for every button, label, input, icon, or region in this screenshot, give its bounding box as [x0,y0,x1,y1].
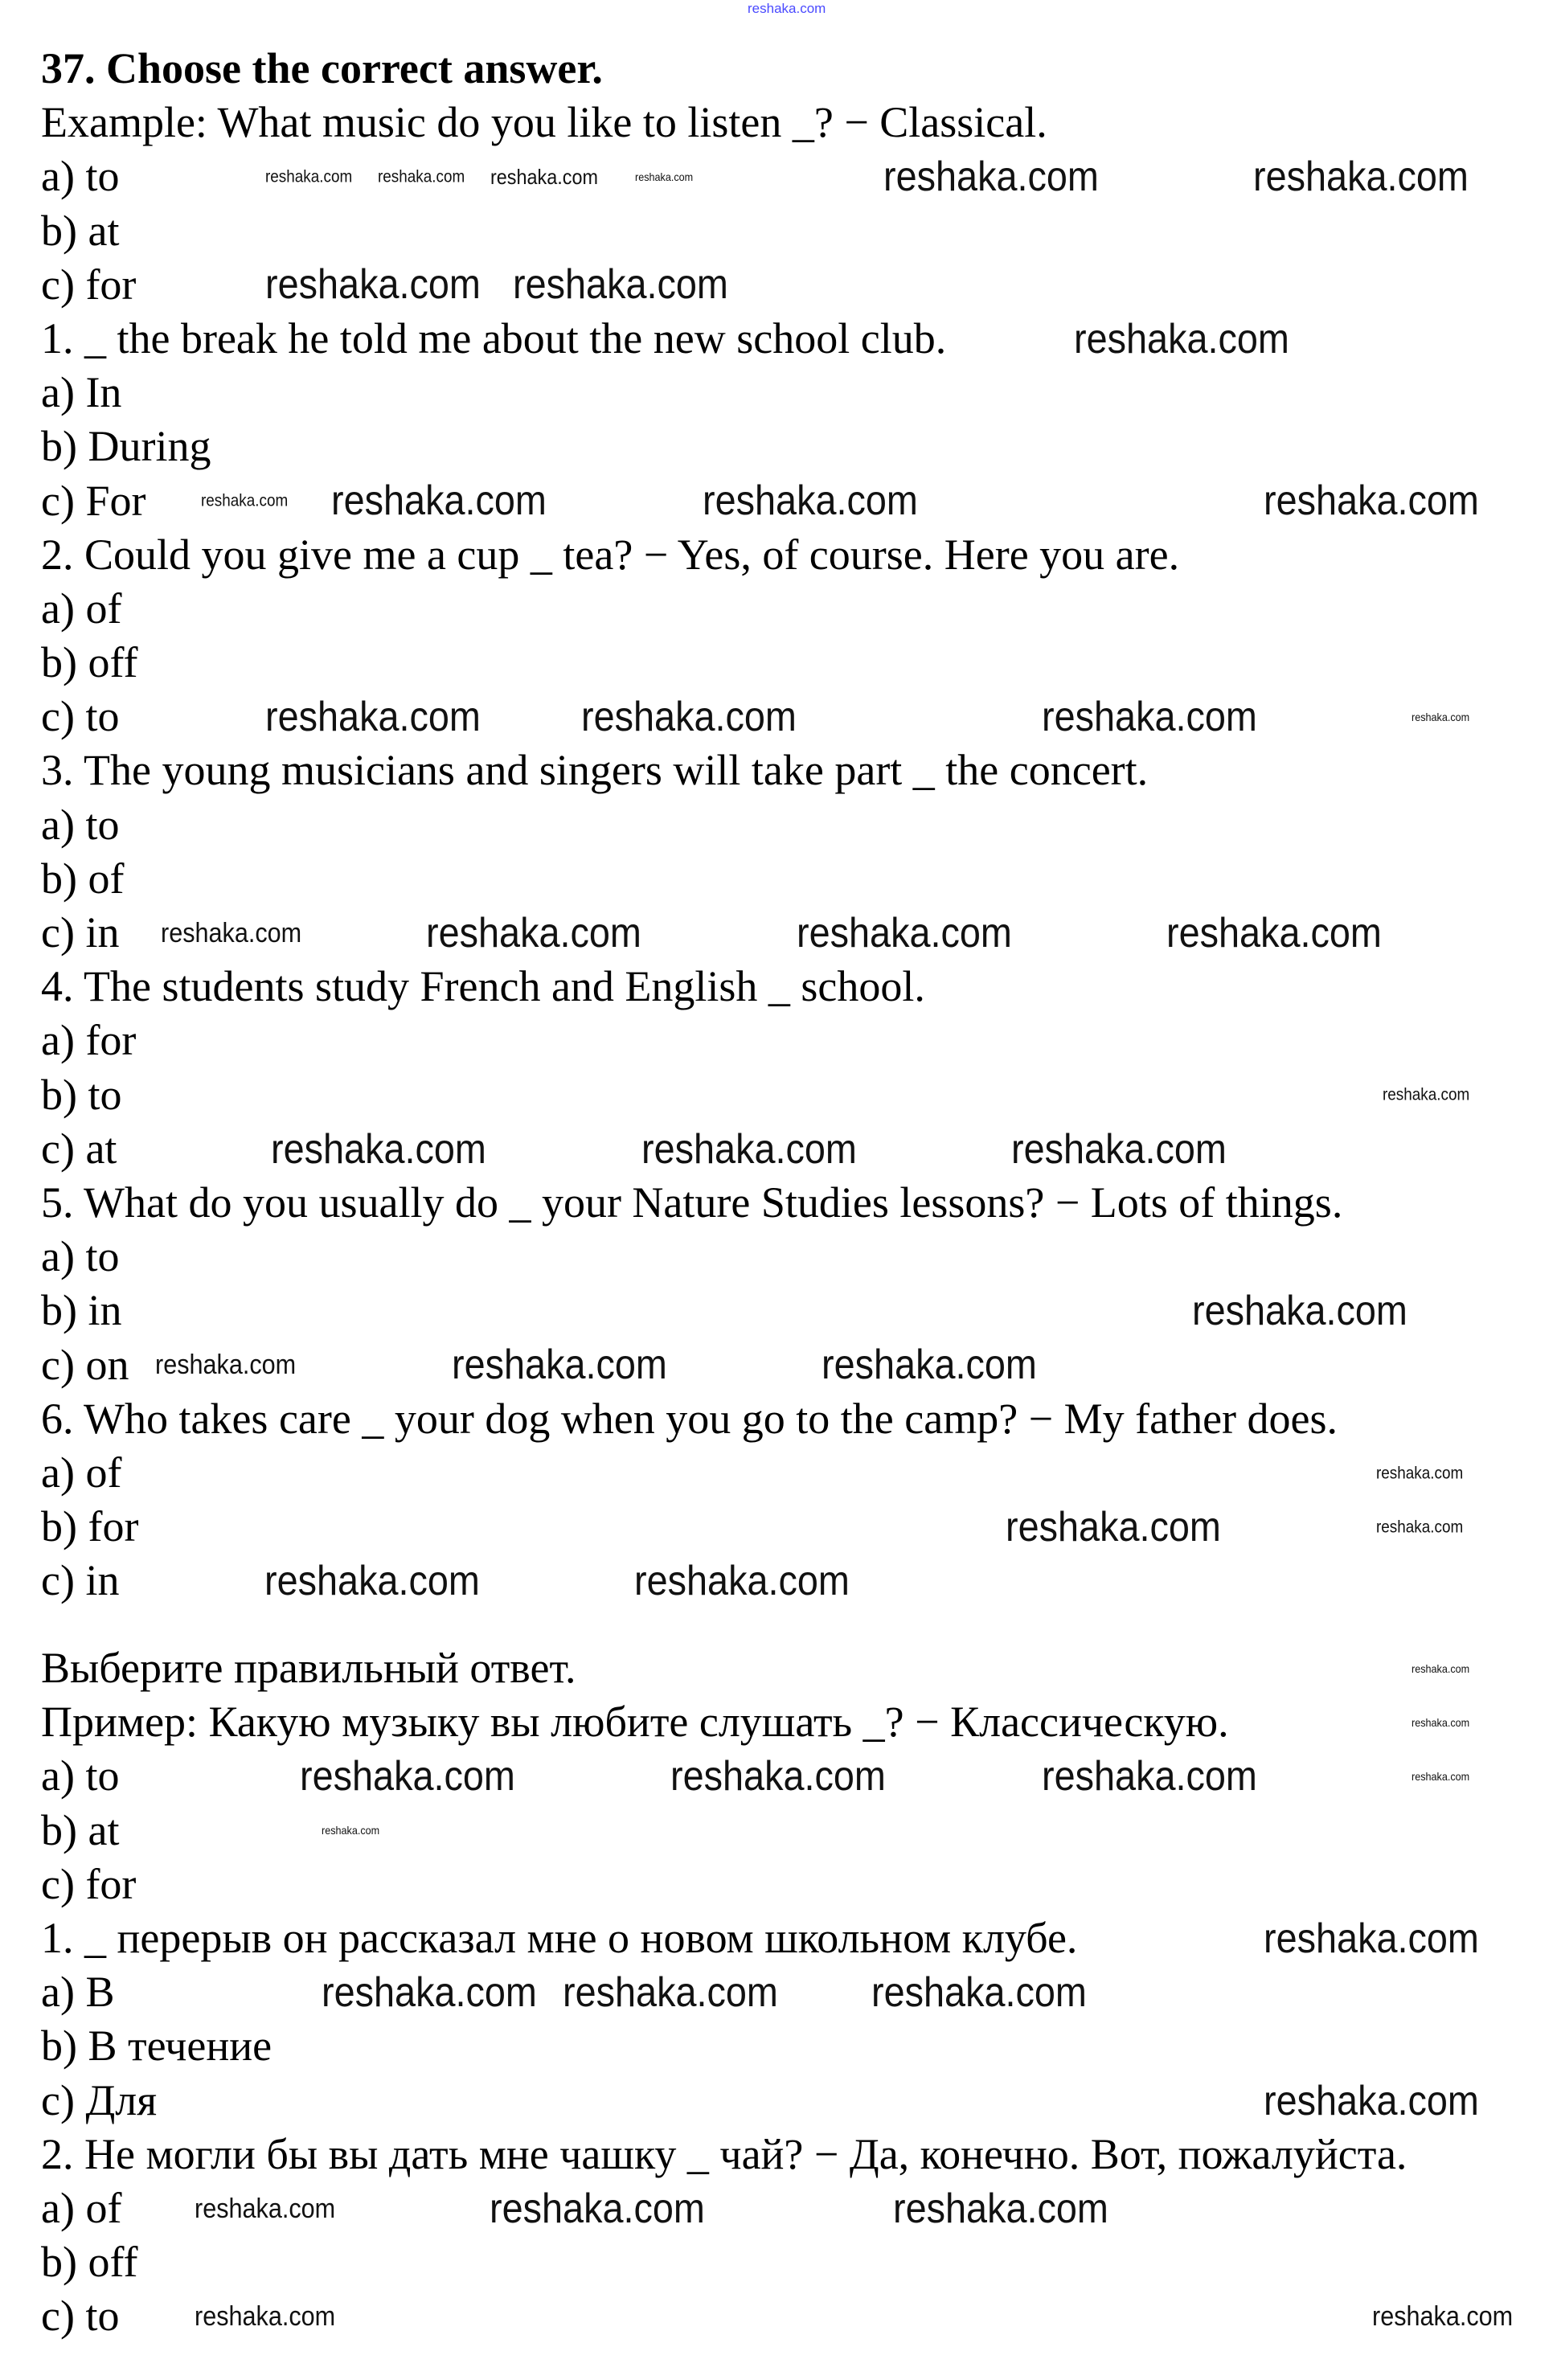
answer-option: c) For [41,476,146,525]
watermark: reshaka.com [893,2185,1108,2232]
watermark: reshaka.com [1412,1662,1470,1675]
watermark: reshaka.com [513,261,728,308]
russian-heading: Выберите правильный ответ. [41,1644,576,1692]
answer-option: b) off [41,638,138,687]
watermark: reshaka.com [1376,1518,1464,1537]
watermark: reshaka.com [490,165,598,189]
header-watermark: reshaka.com [748,1,826,16]
answer-option: c) on [41,1340,129,1389]
example-question: Пример: Какую музыку вы любите слушать _? − Классическую. [41,1698,1229,1747]
watermark: reshaka.com [271,1126,486,1173]
watermark: reshaka.com [201,491,289,510]
watermark: reshaka.com [1264,2078,1479,2124]
question-4: 4. The students study French and English _ school. [41,962,925,1011]
answer-option: a) to [41,800,120,849]
watermark: reshaka.com [634,1558,850,1604]
watermark: reshaka.com [1074,316,1289,363]
answer-option: c) in [41,908,120,957]
answer-option: c) to [41,2292,120,2341]
question-2: 2. Не могли бы вы дать мне чашку _ чай? − Да, конечно. Вот, пожалуйста. [41,2129,1407,2178]
watermark: reshaka.com [797,910,1012,957]
answer-option: a) В [41,1968,115,2017]
answer-option: a) for [41,1016,137,1065]
watermark: reshaka.com [265,167,353,186]
watermark: reshaka.com [322,1969,537,2016]
question-5: 5. What do you usually do _ your Nature Studies lessons? − Lots of things. [41,1178,1343,1227]
english-heading: 37. Choose the correct answer. [41,44,603,92]
question-6: 6. Who takes care _ your dog when you go to the camp? − My father does. [41,1394,1338,1443]
answer-option: b) at [41,206,120,255]
watermark: reshaka.com [195,2194,336,2224]
watermark: reshaka.com [641,1126,857,1173]
answer-option: b) During [41,422,211,471]
watermark: reshaka.com [1042,1753,1257,1800]
answer-option: b) В течение [41,2022,272,2071]
answer-option: b) for [41,1502,139,1551]
watermark: reshaka.com [1253,154,1469,200]
answer-option: c) to [41,692,120,741]
watermark: reshaka.com [1264,477,1479,524]
watermark: reshaka.com [822,1342,1037,1388]
watermark: reshaka.com [871,1969,1087,2016]
answer-option: a) In [41,368,122,417]
answer-option: a) of [41,584,122,633]
question-1: 1. _ перерыв он рассказал мне о новом школьном клубе. [41,1913,1078,1962]
watermark: reshaka.com [703,477,918,524]
answer-option: a) of [41,2183,122,2232]
answer-option: c) for [41,1859,137,1908]
watermark: reshaka.com [1166,910,1382,957]
answer-option: c) Для [41,2075,158,2124]
watermark: reshaka.com [1412,1716,1470,1729]
answer-option: a) to [41,152,120,201]
watermark: reshaka.com [264,1558,480,1604]
answer-option: c) at [41,1124,117,1173]
watermark: reshaka.com [490,2185,705,2232]
watermark: reshaka.com [1011,1126,1227,1173]
watermark: reshaka.com [1376,1464,1464,1483]
watermark: reshaka.com [581,694,797,740]
watermark: reshaka.com [331,477,547,524]
watermark: reshaka.com [635,170,694,183]
answer-option: a) of [41,1448,122,1497]
watermark: reshaka.com [1042,694,1257,740]
answer-option: b) at [41,1805,120,1854]
watermark: reshaka.com [1412,711,1470,723]
watermark: reshaka.com [155,1350,297,1380]
answer-option: b) in [41,1286,122,1335]
watermark: reshaka.com [1383,1085,1470,1104]
watermark: reshaka.com [426,910,641,957]
watermark: reshaka.com [1264,1915,1479,1962]
answer-option: b) of [41,854,125,903]
watermark: reshaka.com [1372,2301,1514,2332]
answer-option: b) off [41,2238,138,2287]
watermark: reshaka.com [452,1342,667,1388]
watermark: reshaka.com [161,918,302,948]
watermark: reshaka.com [378,167,465,186]
watermark: reshaka.com [563,1969,778,2016]
question-2: 2. Could you give me a cup _ tea? − Yes, of course. Here you are. [41,530,1180,579]
question-3: 3. The young musicians and singers will take part _ the concert. [41,746,1149,795]
watermark: reshaka.com [265,694,481,740]
answer-option: a) to [41,1232,120,1281]
question-1: 1. _ the break he told me about the new school club. [41,313,947,363]
watermark: reshaka.com [300,1753,515,1800]
watermark: reshaka.com [1412,1770,1470,1783]
watermark: reshaka.com [670,1753,886,1800]
answer-option: c) in [41,1556,120,1605]
watermark: reshaka.com [883,154,1099,200]
answer-option: c) for [41,260,137,309]
watermark: reshaka.com [195,2301,336,2332]
watermark: reshaka.com [1006,1504,1221,1550]
example-question: Example: What music do you like to listen _? − Classical. [41,98,1047,147]
answer-option: a) to [41,1751,120,1800]
watermark: reshaka.com [1192,1288,1407,1334]
watermark: reshaka.com [322,1824,380,1837]
watermark: reshaka.com [265,261,481,308]
answer-option: b) to [41,1070,122,1119]
